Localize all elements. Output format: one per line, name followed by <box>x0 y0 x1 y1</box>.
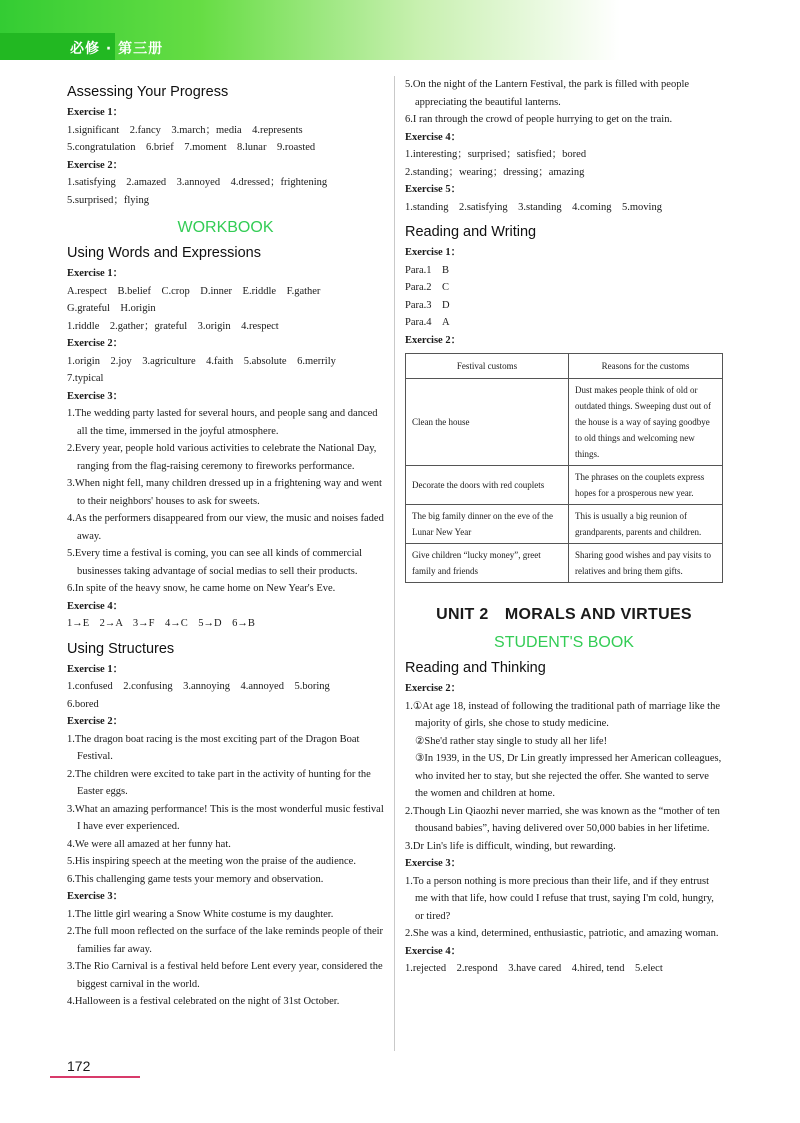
answer-item: 2.Though Lin Qiaozhi never married, she was known as the “mother of ten thousand babies”, having delivered over 50,000 babies in her lifetime. <box>405 805 720 834</box>
answer-line: A.respect B.belief C.crop D.inner E.riddle F.gather <box>67 285 321 297</box>
section-title-words: Using Words and Expressions <box>67 245 261 261</box>
exercise-heading: Exercise 2： <box>67 338 124 349</box>
table-cell-custom: The big family dinner on the eve of the Lunar New Year <box>406 505 569 544</box>
table-cell-reason: Dust makes people think of old or outdated things. Sweeping dust out of the house is a way of saying goodbye to old things and welcoming new things. <box>569 379 723 466</box>
column-divider <box>394 76 395 1051</box>
exercise-heading: Exercise 3： <box>67 390 124 402</box>
table-cell-reason: This is usually a big reunion of grandparents, parents and children. <box>569 505 723 544</box>
answer-item: 3.Dr Lin's life is difficult, winding, but rewarding. <box>405 840 616 852</box>
table-header-cell: Festival customs <box>406 354 569 379</box>
table-cell-custom: Decorate the doors with red couplets <box>406 466 569 505</box>
exercise-heading: Exercise 1： <box>67 663 124 675</box>
answer-item: 6.In spite of the heavy snow, he came home on New Year's Eve. <box>67 583 336 594</box>
right-column <box>405 76 723 978</box>
festival-customs-table <box>405 353 723 583</box>
answer-item: 4.We were all amazed at her funny hat. <box>67 838 231 850</box>
exercise-heading: Exercise 2： <box>405 683 462 694</box>
answer-item: 1.To a person nothing is more precious than their life, and if they entrust me with that life, how could I refuse that trust, saying I'm cold, hungry, or tired? <box>405 875 714 922</box>
table-cell-custom: Give children “lucky money”, greet family and friends <box>406 544 569 583</box>
answer-item: ③In 1939, in the US, Dr Lin greatly impressed her American colleagues, who invited her to stay, but she rejected the offer. She wanted to serve the women and children at home. <box>415 753 722 799</box>
table-row <box>406 544 723 583</box>
answer-item: 2.Every year, people hold various activities to celebrate the National Day, ranging from the flag-raising ceremony to fireworks performance. <box>67 443 377 472</box>
answer-item: 1.The wedding party lasted for several hours, and people sang and danced all the time, immersed in the joyful atmosphere. <box>67 408 378 437</box>
answer-line: 5.congratulation 6.brief 7.moment 8.lunar 9.roasted <box>67 142 316 153</box>
exercise-heading: Exercise 2： <box>67 159 124 171</box>
answer-line: Para.4 A <box>405 317 450 328</box>
table-header-cell: Reasons for the customs <box>569 354 723 379</box>
answer-item: 1.①At age 18, instead of following the traditional path of marriage like the majority of girls, she chose to study medicine. <box>405 700 720 729</box>
page-number-underline <box>50 1076 140 1078</box>
exercise-heading: Exercise 4： <box>405 945 462 957</box>
answer-line: 1.interesting；surprised；satisfied；bored <box>405 149 587 160</box>
exercise-heading: Exercise 3： <box>67 891 124 902</box>
answer-line: 1.significant 2.fancy 3.march；media 4.represents <box>67 124 303 136</box>
exercise-heading: Exercise 1： <box>67 268 124 279</box>
exercise-heading: Exercise 4： <box>67 600 124 612</box>
unit-title: UNIT 2 MORALS AND VIRTUES <box>436 606 692 623</box>
header-label: 必修 · 第三册 <box>70 41 164 57</box>
table-cell-custom: Clean the house <box>406 379 569 466</box>
answer-item: 3.When night fell, many children dressed up in a frightening way and went to their neighbors' houses to ask for sweets. <box>67 478 382 507</box>
answer-item: 2.The full moon reflected on the surface of the lake reminds people of their families far away. <box>67 926 384 955</box>
answer-line: 6.bored <box>67 698 99 710</box>
answer-line: 1→E 2→A 3→F 4→C 5→D 6→B <box>67 618 255 629</box>
answer-line: 1.rejected 2.respond 3.have cared 4.hired, tend 5.elect <box>405 963 663 974</box>
answer-line: G.grateful H.origin <box>67 303 156 314</box>
answer-item: 4.Halloween is a festival celebrated on the night of 31st October. <box>67 996 340 1007</box>
answer-item: 3.What an amazing performance! This is the most wonderful music festival I have ever experienced. <box>67 803 384 832</box>
workbook-heading: WORKBOOK <box>177 219 274 236</box>
answer-item: 1.The dragon boat racing is the most exciting part of the Dragon Boat Festival. <box>67 733 360 762</box>
answer-line: Para.3 D <box>405 299 450 311</box>
answer-line: Para.2 C <box>405 282 450 293</box>
section-title-reading-writing: Reading and Writing <box>405 224 537 240</box>
section-title-assessing: Assessing Your Progress <box>67 84 229 100</box>
answer-item: 4.As the performers disappeared from our view, the music and noises faded away. <box>67 513 384 542</box>
answer-item: 3.The Rio Carnival is a festival held before Lent every year, considered the biggest carnival in the world. <box>67 961 383 990</box>
page-number: 172 <box>67 1058 91 1074</box>
table-row <box>406 505 723 544</box>
exercise-heading: Exercise 1： <box>405 247 462 258</box>
answer-line: 5.surprised；flying <box>67 194 149 206</box>
table-header-row <box>406 354 723 379</box>
section-title-reading-thinking: Reading and Thinking <box>405 660 546 676</box>
exercise-heading: Exercise 1： <box>67 107 124 118</box>
exercise-heading: Exercise 2： <box>405 334 462 346</box>
answer-line: 7.typical <box>67 373 104 384</box>
answer-item: 5.Every time a festival is coming, you can see all kinds of commercial businesses taking advantage of social medias to sell their products. <box>67 548 363 577</box>
answer-line: 1.confused 2.confusing 3.annoying 4.annoyed 5.boring <box>67 681 330 692</box>
table-cell-reason: Sharing good wishes and pay visits to relatives and bring them gifts. <box>569 544 723 583</box>
answer-item: ②She'd rather stay single to study all her life! <box>415 735 608 747</box>
answer-item: 5.His inspiring speech at the meeting won the praise of the audience. <box>67 856 356 867</box>
answer-line: 1.riddle 2.gather；grateful 3.origin 4.respect <box>67 320 279 332</box>
answer-item: 5.On the night of the Lantern Festival, the park is filled with people appreciating the beautiful lanterns. <box>405 79 690 108</box>
answer-line: Para.1 B <box>405 264 450 276</box>
table-cell-reason: The phrases on the couplets express hopes for a prosperous new year. <box>569 466 723 505</box>
table-row <box>406 466 723 505</box>
left-column <box>67 76 384 1011</box>
table-row <box>406 379 723 466</box>
exercise-heading: Exercise 5： <box>405 184 462 195</box>
answer-item: 1.The little girl wearing a Snow White costume is my daughter. <box>67 908 334 920</box>
answer-item: 6.I ran through the crowd of people hurrying to get on the train. <box>405 114 673 125</box>
exercise-heading: Exercise 2： <box>67 716 124 727</box>
answer-line: 1.standing 2.satisfying 3.standing 4.coming 5.moving <box>405 201 662 213</box>
answer-item: 2.She was a kind, determined, enthusiastic, patriotic, and amazing woman. <box>405 928 719 939</box>
answer-line: 1.satisfying 2.amazed 3.annoyed 4.dressed；frightening <box>67 177 328 188</box>
answer-line: 2.standing；wearing；dressing；amazing <box>405 166 585 178</box>
students-book-heading: STUDENT'S BOOK <box>494 634 634 651</box>
exercise-heading: Exercise 3： <box>405 858 462 869</box>
answer-line: 1.origin 2.joy 3.agriculture 4.faith 5.absolute 6.merrily <box>67 355 336 367</box>
section-title-structures: Using Structures <box>67 640 175 657</box>
exercise-heading: Exercise 4： <box>405 131 462 143</box>
answer-item: 6.This challenging game tests your memory and observation. <box>67 873 324 885</box>
answer-item: 2.The children were excited to take part in the activity of hunting for the Easter eggs. <box>67 768 371 797</box>
